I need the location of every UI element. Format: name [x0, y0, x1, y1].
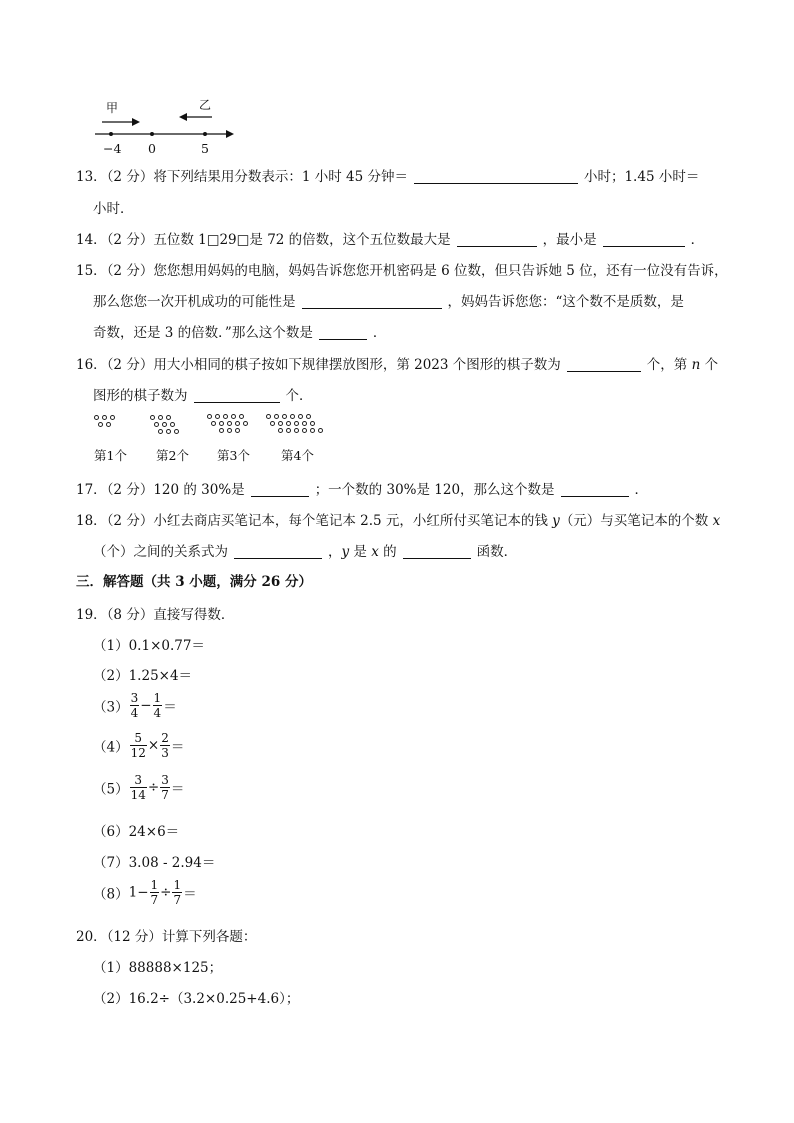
q19-item-3	[93, 691, 177, 720]
q-number: 15．	[76, 263, 107, 279]
item-index: （2）	[93, 668, 129, 684]
section-3-title: 三．解答题（共 3 小题，满分 26 分）	[76, 574, 312, 590]
q-text: 图形的棋子数为	[93, 388, 188, 404]
item-expr: 16.2÷（3.2×0.25+4.6）；	[128, 991, 300, 1007]
answer-blank[interactable]	[561, 482, 629, 497]
q20-item-1	[93, 956, 222, 976]
answer-blank[interactable]	[414, 169, 578, 184]
fraction: $\frac{3}{7}$	[161, 773, 169, 802]
item-expr: 24×6＝	[128, 824, 180, 840]
axis-arrow	[226, 130, 234, 138]
item-expr: 0.1×0.77＝	[128, 638, 205, 654]
equals: ＝	[170, 739, 185, 756]
q-number: 16．	[76, 357, 107, 373]
var-y: y	[552, 513, 560, 529]
q-text: 个，第	[646, 357, 692, 373]
q-text: 那么您您一次开机成功的可能性是	[93, 294, 296, 310]
item-expr: 1.25×4＝	[128, 668, 193, 684]
item-index: （8）	[93, 886, 129, 903]
q-text: 计算下列各题：	[161, 929, 257, 945]
question-20	[76, 925, 256, 945]
q-score: （12 分）	[106, 929, 162, 945]
whole-number: 1	[128, 884, 138, 901]
point-0	[150, 132, 154, 136]
answer-blank[interactable]	[457, 232, 537, 247]
q-text: （个）之间的关系式为	[93, 544, 228, 560]
question-19	[76, 603, 234, 623]
q-text: ．	[634, 482, 649, 498]
q19-item-2	[93, 664, 192, 684]
question-16	[76, 353, 718, 373]
item-index: （3）	[93, 699, 129, 716]
equals: ＝	[163, 699, 177, 716]
point-minus4	[109, 132, 113, 136]
arrow-head-right	[132, 118, 140, 126]
item-index: （2）	[93, 991, 129, 1007]
q-score: （2 分）	[106, 513, 154, 529]
q-number: 14．	[76, 232, 107, 248]
item-index: （1）	[93, 638, 129, 654]
question-16-line2	[93, 384, 313, 404]
q-text: ．	[690, 232, 705, 248]
q-text: 将下列结果用分数表示：1 小时 45 分钟＝	[153, 169, 408, 185]
equals: ＝	[170, 781, 185, 798]
q-text: （元）与买笔记本的个数	[559, 513, 713, 529]
q-text: 用大小相同的棋子按如下规律摆放图形，第 2023 个图形的棋子数为	[153, 357, 561, 373]
tick-label-minus4: −4	[103, 141, 122, 156]
var-x: x	[712, 513, 721, 529]
answer-blank[interactable]	[567, 357, 641, 372]
operator: ×	[147, 737, 160, 754]
fraction: $\frac{5}{12}$	[130, 731, 146, 760]
q20-item-2	[93, 987, 299, 1007]
number-line-svg	[90, 105, 240, 145]
question-17	[76, 478, 648, 498]
q-text: 是	[349, 544, 372, 560]
label-yi: 乙	[199, 98, 212, 112]
point-5	[203, 132, 207, 136]
q-text: 函数．	[476, 544, 518, 560]
q-text: 个	[700, 357, 719, 373]
question-15-line3	[93, 321, 386, 341]
q19-item-8: （8）1− $\frac{1}{7}$ ÷ $\frac{1}{7}$ ＝	[93, 878, 197, 907]
q19-item-4	[93, 731, 184, 760]
question-18	[76, 509, 720, 529]
tick-label-5: 5	[201, 141, 209, 156]
item-index: （4）	[93, 739, 129, 756]
q-number: 20．	[76, 929, 107, 945]
q-score: （2 分）	[106, 232, 154, 248]
operator: ÷	[147, 779, 160, 796]
fraction: $\frac{3}{14}$	[130, 773, 146, 802]
answer-blank[interactable]	[234, 544, 322, 559]
q-text: ，最小是	[542, 232, 597, 248]
arrow-head-left	[179, 113, 187, 121]
question-13-cont	[93, 197, 134, 217]
fraction: $\frac{3}{4}$	[130, 691, 139, 720]
equals: ＝	[183, 886, 197, 903]
caption-fig-2: 第2个	[156, 448, 189, 463]
operator: −	[140, 697, 152, 714]
q-score: （2 分）	[106, 169, 154, 185]
q-score: （2 分）	[106, 357, 154, 373]
answer-blank[interactable]	[302, 294, 442, 309]
q19-item-1	[93, 634, 205, 654]
q19-item-7	[93, 851, 215, 871]
q-text: 的	[378, 544, 397, 560]
operator: ÷	[160, 884, 172, 901]
fraction: $\frac{1}{4}$	[153, 691, 162, 720]
fraction: $\frac{1}{7}$	[173, 878, 182, 907]
item-index: （5）	[93, 781, 129, 798]
item-index: （7）	[93, 855, 129, 871]
q-text: 小红去商店买笔记本，每个笔记本 2.5 元，小红所付买笔记本的钱	[153, 513, 553, 529]
q-text: 您您想用妈妈的电脑，妈妈告诉您您开机密码是 6 位数，但只告诉她 5 位，还有一位没有告诉，	[153, 263, 728, 279]
question-18-line2	[93, 540, 517, 560]
q-number: 13．	[76, 169, 107, 185]
item-expr: 88888×125；	[128, 960, 223, 976]
q-text: 奇数，还是 3 的倍数．”那么这个数是	[93, 325, 313, 341]
tick-label-0: 0	[148, 141, 156, 156]
q-text: 五位数 1□29□是 72 的倍数，这个五位数最大是	[153, 232, 451, 248]
var-x: x	[371, 544, 379, 560]
var-y: y	[341, 544, 350, 560]
answer-blank[interactable]	[319, 325, 367, 340]
question-13	[76, 165, 699, 185]
label-jia: 甲	[106, 101, 119, 115]
q-text: 个．	[285, 388, 313, 404]
q19-item-6	[93, 820, 179, 840]
fraction: $\frac{2}{3}$	[161, 731, 169, 760]
q-score: （2 分）	[106, 482, 154, 498]
q-text: 小时．	[93, 201, 134, 217]
item-index: （6）	[93, 824, 129, 840]
q-text: ；一个数的 30%是 120，那么这个数是	[314, 482, 555, 498]
question-15-line2	[93, 290, 684, 310]
answer-blank[interactable]	[603, 232, 685, 247]
answer-blank[interactable]	[403, 544, 471, 559]
answer-blank[interactable]	[251, 482, 309, 497]
caption-fig-1: 第1个	[94, 448, 127, 463]
var-n: n	[691, 357, 701, 373]
caption-fig-4: 第4个	[281, 448, 314, 463]
q-number: 17．	[76, 482, 107, 498]
q-text: 直接写得数．	[153, 607, 235, 623]
item-index: （1）	[93, 960, 129, 976]
q-text: 120 的 30%是	[153, 482, 245, 498]
q-score: （2 分）	[106, 263, 154, 279]
q-text: ．	[372, 325, 387, 341]
q-score: （8 分）	[106, 607, 154, 623]
answer-blank[interactable]	[194, 388, 280, 403]
q-number: 19．	[76, 607, 107, 623]
q-text: ，	[328, 544, 342, 560]
item-expr: 3.08 - 2.94＝	[128, 855, 216, 871]
q-number: 18．	[76, 513, 107, 529]
question-15	[76, 259, 728, 279]
caption-fig-3: 第3个	[217, 448, 250, 463]
q19-item-5	[93, 773, 184, 802]
fraction: $\frac{1}{7}$	[150, 878, 159, 907]
q-text: ，妈妈告诉您您：“这个数不是质数，是	[447, 294, 684, 310]
question-14	[76, 228, 704, 248]
q-text: 小时；1.45 小时＝	[583, 169, 700, 185]
